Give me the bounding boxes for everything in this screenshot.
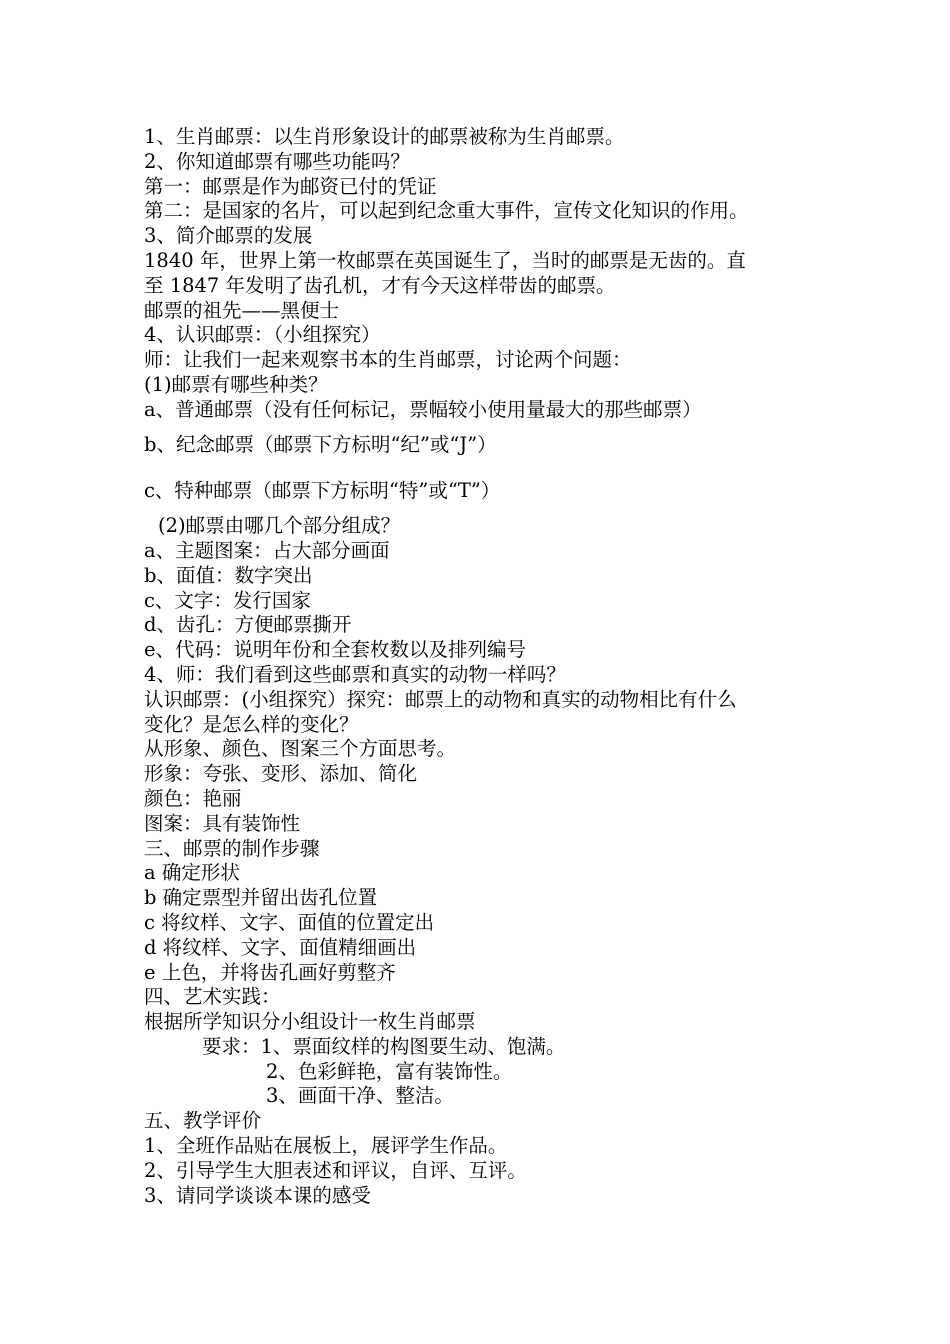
document-body [144, 125, 824, 1208]
text-line: 变化？是怎么样的变化？ [144, 712, 359, 736]
text-line: 师：让我们一起来观察书本的生肖邮票，讨论两个问题： [144, 348, 632, 372]
text-line: 邮票的祖先——黑便士 [144, 298, 340, 322]
text-line: 三、邮票的制作步骤 [144, 836, 320, 860]
text-line: a、主题图案：占大部分画面 [144, 538, 390, 562]
text-line: 颜色：艳丽 [144, 786, 242, 810]
text-line: e 上色，并将齿孔画好剪整齐 [144, 960, 396, 984]
text-line: d、齿孔：方便邮票撕开 [144, 613, 352, 637]
text-line: 2、引导学生大胆表述和评议，自评、互评。 [144, 1158, 527, 1182]
text-line: 五、教学评价 [144, 1109, 262, 1133]
text-line: 4、认识邮票：（小组探究） [144, 323, 381, 347]
text-line: 1840 年，世界上第一枚邮票在英国诞生了，当时的邮票是无齿的。直 [144, 248, 746, 272]
text-line: a、普通邮票（没有任何标记，票幅较小使用量最大的那些邮票） [144, 397, 702, 421]
text-line: d 将纹样、文字、面值精细画出 [144, 935, 417, 959]
text-line: 1、全班作品贴在展板上，展评学生作品。 [144, 1134, 508, 1158]
text-line: 要求：1、票面纹样的构图要生动、饱满。 [202, 1034, 566, 1058]
text-line: b 确定票型并留出齿孔位置 [144, 886, 378, 910]
text-line: 3、画面干净、整洁。 [266, 1084, 454, 1108]
text-line: 第二：是国家的名片，可以起到纪念重大事件，宣传文化知识的作用。 [144, 199, 749, 223]
text-line: c、文字：发行国家 [144, 588, 311, 612]
text-line: 3、请同学谈谈本课的感受 [144, 1183, 371, 1207]
text-line: 图案：具有装饰性 [144, 811, 301, 835]
text-line: b、面值：数字突出 [144, 563, 313, 587]
text-line: 第一：邮票是作为邮资已付的凭证 [144, 174, 437, 198]
text-line: a 确定形状 [144, 861, 240, 885]
text-line: 3、简介邮票的发展 [144, 224, 313, 248]
text-line: 形象：夸张、变形、添加、简化 [144, 762, 418, 786]
text-line: c、特种邮票（邮票下方标明“特”或“T”） [144, 479, 501, 503]
text-line: 2、你知道邮票有哪些功能吗？ [144, 149, 410, 173]
text-line: c 将纹样、文字、面值的位置定出 [144, 910, 435, 934]
text-line: 2、色彩鲜艳，富有装饰性。 [266, 1059, 513, 1083]
text-line: 根据所学知识分小组设计一枚生肖邮票 [144, 1010, 476, 1034]
text-line: (1)邮票有哪些种类？ [144, 372, 328, 396]
text-line: 从形象、颜色、图案三个方面思考。 [144, 737, 457, 761]
text-line: b、纪念邮票（邮票下方标明“纪”或“J”） [144, 432, 497, 456]
text-line: 四、艺术实践： [144, 985, 281, 1009]
text-line: 4、师：我们看到这些邮票和真实的动物一样吗？ [144, 662, 566, 686]
text-line: (2)邮票由哪几个部分组成？ [158, 514, 401, 538]
text-line: 至 1847 年发明了齿孔机，才有今天这样带齿的邮票。 [144, 273, 616, 297]
text-line: 1、生肖邮票：以生肖形象设计的邮票被称为生肖邮票。 [144, 125, 625, 148]
text-line: 认识邮票：(小组探究）探究：邮票上的动物和真实的动物相比有什么 [144, 687, 737, 711]
text-line: e、代码：说明年份和全套枚数以及排列编号 [144, 638, 527, 662]
